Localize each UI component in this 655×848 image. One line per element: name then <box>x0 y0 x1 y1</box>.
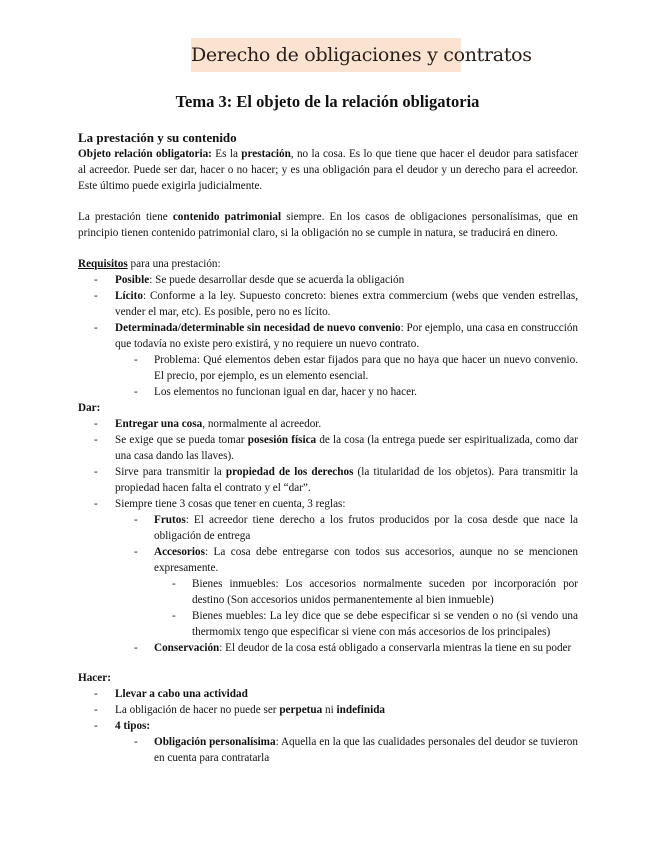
term: Posible <box>115 274 150 286</box>
list-subitem: - Accesorios: La cosa debe entregarse con todos sus accesorios, aunque no se mencionen expresamente. <box>134 546 578 574</box>
list-subsubitem: - Bienes inmuebles: Los accesorios normalmente suceden por incorporación por destino (Son accesorios unidos permanentemente al bien inmueble) <box>172 578 578 606</box>
term: Entregar una cosa <box>115 418 203 430</box>
text: : El deudor de la cosa está obligado a conservarla mientras la tiene en su poder <box>219 642 572 654</box>
text: Los elementos no funcionan igual en dar, hacer y no hacer. <box>154 386 417 398</box>
document-body <box>78 129 578 766</box>
list-subitem: - Conservación: El deudor de la cosa está obligado a conservarla mientras la tiene en su poder <box>134 642 572 654</box>
text: para una prestación: <box>127 258 221 270</box>
list-subitem: - Los elementos no funcionan igual en dar, hacer y no hacer. <box>134 386 417 398</box>
text: de la cosa (la entrega puede ser espiritualizada, como dar una casa dando las llaves). <box>115 434 578 462</box>
text: : Se puede desarrollar desde que se acuerda la obligación <box>149 274 405 286</box>
term: 4 tipos: <box>115 720 151 732</box>
term-label: Hacer: <box>78 672 111 684</box>
text: Es la <box>211 148 242 160</box>
list-item: - Sirve para transmitir la propiedad de los derechos (la titularidad de los objetos). Para transmitir la propiedad hacen falta el contrato y el “dar”. <box>94 466 578 494</box>
text: (la titularidad de los objetos). Para transmitir la propiedad hacen falta el contrato y el “dar”. <box>115 466 578 494</box>
section-heading: La prestación y su contenido <box>78 130 237 145</box>
list-item: - Siempre tiene 3 cosas que tener en cuenta, 3 reglas: <box>94 498 346 510</box>
term: perpetua <box>279 704 323 716</box>
text: : Conforme a la ley. Supuesto concreto: bienes extra commercium (webs que venden estrellas, vender el mar, etc). Es posible, pero no es lícito. <box>115 290 578 318</box>
course-title-banner: Derecho de obligaciones y contratos <box>191 38 461 72</box>
list-item: - 4 tipos: <box>94 720 151 732</box>
text: : El acreedor tiene derecho a los frutos producidos por la cosa desde que nace la obligación de entrega <box>154 514 578 542</box>
text: Siempre tiene 3 cosas que tener en cuenta, 3 reglas: <box>115 498 346 510</box>
text: Sirve para transmitir la <box>115 466 226 478</box>
requisitos-intro <box>78 256 578 272</box>
list-item: - La obligación de hacer no puede ser perpetua ni indefinida <box>94 704 386 716</box>
term-label: Dar: <box>78 402 101 414</box>
list-item: - Determinada/determinable sin necesidad de nuevo convenio: Por ejemplo, una casa en construcción que todavía no existe pero existirá, y no requiere un nuevo contrato. <box>94 322 579 350</box>
page-title: Tema 3: El objeto de la relación obligatoria <box>175 92 480 111</box>
term: Determinada/determinable sin necesidad de nuevo convenio <box>115 322 401 334</box>
text: ni <box>322 704 337 716</box>
text: Bienes inmuebles: Los accesorios normalmente suceden por incorporación por destino (Son accesorios unidos permanentemente al bien inmueble) <box>192 578 578 606</box>
hacer-heading <box>78 670 578 686</box>
text: : Por ejemplo, una casa en construcción que todavía no existe pero existirá, y no requiere un nuevo contrato. <box>115 322 579 350</box>
list-item: - Entregar una cosa, normalmente al acreedor. <box>94 418 322 430</box>
text: Problema: Qué elementos deben estar fijados para que no haya que hacer un nuevo convenio. El precio, por ejemplo, es un elemento esencial. <box>154 354 578 382</box>
list-item: - Llevar a cabo una actividad <box>94 688 248 700</box>
text: La obligación de hacer no puede ser <box>115 704 280 716</box>
list-item: - Se exige que se pueda tomar posesión física de la cosa (la entrega puede ser espiritualizada, como dar una casa dando las llaves). <box>94 434 578 462</box>
term: posesión física <box>247 434 317 446</box>
term-label: Requisitos <box>78 258 128 270</box>
text: La prestación tiene <box>78 211 173 223</box>
list-subsubitem: - Bienes muebles: La ley dice que se debe especificar si se venden o no (si vendo una thermomix tengo que especificar si viene con más accesorios de los principales) <box>172 610 578 638</box>
list-subitem: - Obligación personalísima: Aquella en la que las cualidades personales del deudor se tuvieron en cuenta para contratarla <box>134 736 578 764</box>
term: Conservación <box>154 642 220 654</box>
spacer <box>78 241 578 256</box>
spacer <box>78 656 578 670</box>
list-item: - Posible: Se puede desarrollar desde que se acuerda la obligación <box>94 274 405 286</box>
list-subitem: - Frutos: El acreedor tiene derecho a los frutos producidos por la cosa desde que nace la obligación de entrega <box>134 514 578 542</box>
text: , no la cosa. Es lo que tiene que hacer el deudor para satisfacer al acreedor. Puede ser dar, hacer o no hacer; y es una obligación para el deudor y un derecho para el acreedor. Este último puede exigirla judicialmente. <box>78 148 579 192</box>
term: Llevar a cabo una actividad <box>115 688 248 700</box>
term: Frutos <box>154 514 186 526</box>
text: , normalmente al acreedor. <box>202 418 322 430</box>
term-label: Objeto relación obligatoria: <box>78 148 212 160</box>
text: Se exige que se pueda tomar <box>115 434 248 446</box>
term: propiedad de los derechos <box>225 466 354 478</box>
term: prestación <box>241 148 291 160</box>
term: Accesorios <box>154 546 205 558</box>
term: contenido patrimonial <box>172 211 282 223</box>
text: siempre. En los casos de obligaciones personalísimas, que en principio tienen contenido patrimonial claro, si la obligación no se cumple in natura, se traducirá en dinero. <box>78 211 579 239</box>
term: indefinida <box>336 704 386 716</box>
list-subitem: - Problema: Qué elementos deben estar fijados para que no haya que hacer un nuevo convenio. El precio, por ejemplo, es un elemento esencial. <box>134 354 578 382</box>
paragraph-objeto <box>78 146 578 194</box>
text: Bienes muebles: La ley dice que se debe especificar si se venden o no (si vendo una thermomix tengo que especificar si viene con más accesorios de los principales) <box>192 610 578 638</box>
term: Obligación personalísima <box>154 736 276 748</box>
text: : La cosa debe entregarse con todos sus accesorios, aunque no se mencionen expresamente. <box>154 546 578 574</box>
paragraph-patrimonial <box>78 209 578 241</box>
term: Lícito <box>115 290 143 302</box>
text: : Aquella en la que las cualidades personales del deudor se tuvieron en cuenta para contratarla <box>154 736 578 764</box>
spacer <box>78 194 578 209</box>
list-item: - Lícito: Conforme a la ley. Supuesto concreto: bienes extra commercium (webs que venden estrellas, vender el mar, etc). Es posible, pero no es lícito. <box>94 290 578 318</box>
dar-heading <box>78 400 578 416</box>
